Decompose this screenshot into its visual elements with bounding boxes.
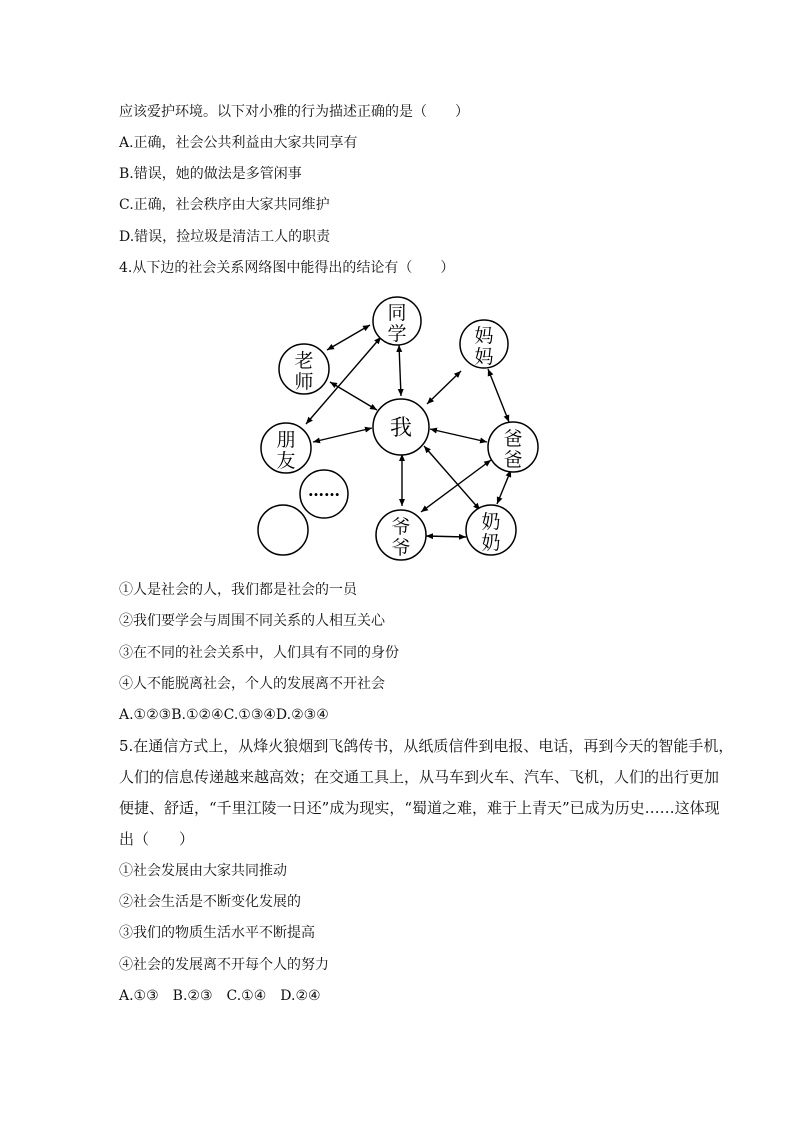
- q4-stem: 4.从下边的社会关系网络图中能得出的结论有（ ）: [119, 260, 455, 276]
- q4-statement-1: ①人是社会的人，我们都是社会的一员: [119, 582, 357, 598]
- node-mom-label-2: 妈: [474, 346, 494, 368]
- q5-statement-4: ④社会的发展离不开每个人的努力: [119, 957, 329, 973]
- node-classmate-label-1: 同: [387, 302, 407, 324]
- node-grandma-label-2: 奶: [481, 532, 501, 554]
- edge-classmate-me: [399, 345, 401, 396]
- q5-stem-line-4: 出（ ）: [119, 830, 195, 848]
- q5-stem-line-3: 便捷、舒适，“千里江陵一日还”成为现实，“蜀道之难，难于上青天”已成为历史……这体现: [119, 799, 720, 817]
- node-me-label: 我: [389, 416, 413, 441]
- q4-statement-4: ④人不能脱离社会，个人的发展离不开社会: [119, 676, 385, 692]
- edge-dad-grandpa: [421, 460, 491, 512]
- edge-me-grandma: [424, 446, 480, 510]
- node-friend-label-1: 朋: [276, 429, 296, 451]
- node-empty-circle: [258, 505, 308, 555]
- node-dad-label-1: 爸: [503, 428, 523, 450]
- node-classmate-label-2: 学: [387, 323, 407, 345]
- node-teacher-label-1: 老: [294, 350, 314, 372]
- edge-teacher-classmate: [327, 325, 370, 350]
- edge-me-mom: [427, 371, 461, 404]
- q5-stem-line-2: 人们的信息传递越来越高效；在交通工具上，从马车到火车、汽车、飞机，人们的出行更加: [119, 768, 720, 786]
- q3-option-a: A.正确，社会公共利益由大家共同享有: [119, 135, 358, 151]
- q3-option-b: B.错误，她的做法是多管闲事: [119, 166, 302, 182]
- q5-statement-3: ③我们的物质生活水平不断提高: [119, 925, 315, 941]
- node-teacher-label-2: 师: [294, 371, 314, 393]
- q4-statement-2: ②我们要学会与周围不同关系的人相互关心: [119, 613, 385, 629]
- social-network-diagram: [250, 290, 550, 570]
- node-dad-label-2: 爸: [503, 449, 523, 471]
- q4-statement-3: ③在不同的社会关系中，人们具有不同的身份: [119, 645, 399, 661]
- node-mom-label-1: 妈: [474, 325, 494, 347]
- edge-mom-dad: [488, 369, 509, 422]
- node-grandma-label-1: 奶: [481, 511, 501, 533]
- node-more-label: ……: [308, 481, 340, 500]
- q3-stem-end: 应该爱护环境。以下对小雅的行为描述正确的是（ ）: [119, 104, 469, 120]
- edge-friend-me: [313, 428, 372, 442]
- node-grandpa-label-1: 爷: [391, 516, 411, 538]
- edge-me-dad: [430, 429, 487, 442]
- node-friend-label-2: 友: [276, 450, 296, 472]
- q5-statement-1: ①社会发展由大家共同推动: [119, 863, 287, 879]
- q3-option-c: C.正确，社会秩序由大家共同维护: [119, 197, 330, 213]
- q5-statement-2: ②社会生活是不断变化发展的: [119, 894, 301, 910]
- q4-choices: A.①②③B.①②④C.①③④D.②③④: [119, 707, 329, 723]
- q5-stem-line-1: 5.在通信方式上，从烽火狼烟到飞鸽传书，从纸质信件到电报、电话，再到今天的智能手机，: [119, 737, 734, 755]
- q5-choices: A.①③ B.②③ C.①④ D.②④: [119, 988, 321, 1004]
- edge-teacher-me: [330, 382, 377, 410]
- edge-dad-grandma: [497, 470, 511, 504]
- node-grandpa-label-2: 爷: [391, 537, 411, 559]
- edge-grandpa-grandma: [426, 536, 466, 537]
- q3-option-d: D.错误，捡垃圾是清洁工人的职责: [119, 229, 331, 245]
